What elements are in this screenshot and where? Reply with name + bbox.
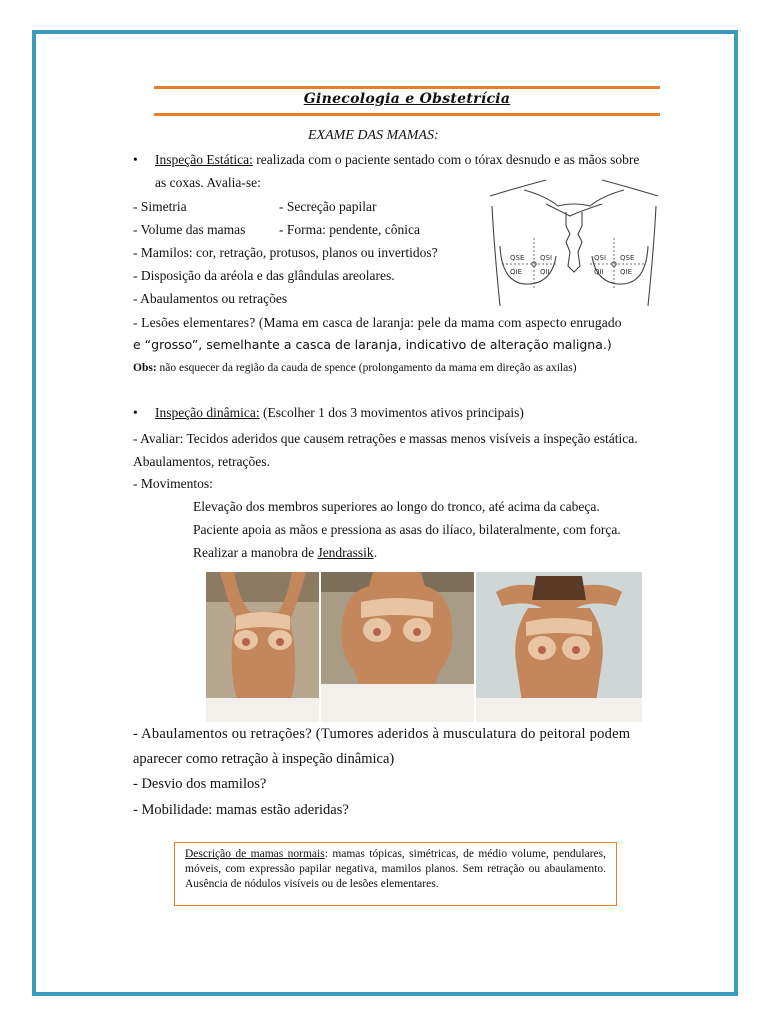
item-lesoes: - Lesões elementares? (Mama em casca de laranja: pele da mama com aspecto enrugado [133,315,622,330]
item-mamilos: - Mamilos: cor, retração, protusos, planos ou invertidos? [133,245,438,260]
normal-breast-description-box [174,842,617,906]
page-title: Ginecologia e Obstetrícia [303,91,511,107]
item-avaliar: - Avaliar: Tecidos aderidos que causem retrações e massas menos visíveis a inspeção estática. [133,431,638,446]
item-simetria: - Simetria [133,199,187,214]
static-inspection-text: realizada com o paciente sentado com o tórax desnudo e as mãos sobre [252,152,640,167]
item-abaul-dynamic-cont: aparecer como retração à inspeção dinâmica) [133,751,395,767]
item-secrecao: - Secreção papilar [279,199,377,214]
item-volume: - Volume das mamas [133,222,246,237]
static-inspection-cont: as coxas. Avalia-se: [155,175,261,190]
item-movimentos: - Movimentos: [133,476,213,491]
dynamic-inspection-bullet [155,404,524,422]
dynamic-inspection-text: (Escolher 1 dos 3 movimentos ativos principais) [259,405,524,420]
photo-arms-raised [206,572,319,722]
label-left-qsi: QSI [540,254,553,262]
obs-text: não esquecer da região da cauda de spence (prolongamento da mama em direção as axilas) [156,362,577,374]
bullet-dot-2: • [133,405,138,420]
note-text: : mamas tópicas, simétricas, de médio volume, pendulares, móveis, com expressão papilar negativa, mamilos planos. Sem retração ou abaulamento. Ausência de nódulos visíveis ou de lesões elementares. [185,848,606,890]
label-right-qii: QII [594,268,604,276]
item-mobilidade: - Mobilidade: mamas estão aderidas? [133,802,349,818]
static-inspection-label: Inspeção Estática: [155,152,253,167]
obs-label: Obs: [133,362,157,374]
static-inspection-bullet [155,151,639,169]
bullet-dot: • [133,152,138,167]
photo-jendrassik [476,572,642,722]
label-left-qie: QIE [510,268,522,276]
item-forma: - Forma: pendente, cônica [279,222,420,237]
movement-2: Paciente apoia as mãos e pressiona as asas do ilíaco, bilateralmente, com força. [193,522,621,537]
label-right-qsi: QSI [594,254,607,262]
breast-quadrant-diagram [486,176,662,312]
movement-3 [193,544,377,562]
header-rule-bottom [154,113,660,116]
label-left-qse: QSE [510,254,525,262]
movement-1: Elevação dos membros superiores ao longo do tronco, até acima da cabeça. [193,499,600,514]
movement-3-prefix: Realizar a manobra de [193,545,318,560]
item-abaul-dynamic: - Abaulamentos ou retrações? (Tumores aderidos à musculatura do peitoral podem [133,726,631,742]
label-right-qse: QSE [620,254,635,262]
jendrassik-link: Jendrassik [317,545,374,560]
item-desvio: - Desvio dos mamilos? [133,776,267,792]
obs-note [133,359,577,377]
header-rule-top [154,86,660,89]
note-label: Descrição de mamas normais [185,848,325,860]
movement-3-suffix: . [373,545,378,560]
item-areola: - Disposição da aréola e das glândulas areolares. [133,268,395,283]
item-avaliar-cont: Abaulamentos, retrações. [133,454,270,469]
dynamic-inspection-label: Inspeção dinâmica: [155,405,260,420]
photo-hands-on-hips [321,572,474,722]
label-right-qie: QIE [620,268,632,276]
item-abaulamentos: - Abaulamentos ou retrações [133,291,288,306]
label-left-qii: QII [540,268,550,276]
section-title: EXAME DAS MAMAS: [308,128,439,143]
item-lesoes-cont: e “grosso”, semelhante a casca de laranja, indicativo de alteração maligna.) [133,337,612,352]
